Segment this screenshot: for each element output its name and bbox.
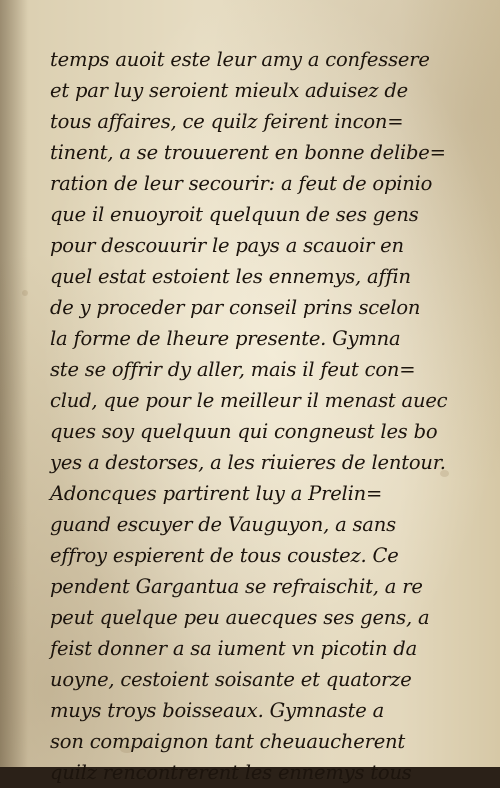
text-line: yes a destorses, a les riuieres de lentour. <box>50 451 446 474</box>
gutter-shadow <box>0 0 28 767</box>
text-line: quel estat estoient les ennemys, affin <box>50 265 411 288</box>
text-line: guand escuyer de Vauguyon, a sans <box>50 513 396 536</box>
text-line: tous affaires, ce quilz feirent incon= <box>50 110 404 133</box>
text-line: ste se offrir dy aller, mais il feut con= <box>50 358 416 381</box>
text-line: ques soy quelquun qui congneust les bo <box>50 420 438 443</box>
text-line: effroy espierent de tous coustez. Ce <box>50 544 399 567</box>
text-line: ration de leur secourir: a feut de opinio <box>50 172 433 195</box>
text-line: pour descouurir le pays a scauoir en <box>50 234 404 257</box>
text-line: quilz rencontrerent les ennemys tous <box>50 761 412 784</box>
text-line: peut quelque peu auecques ses gens, a <box>50 606 430 629</box>
text-line: uoyne, cestoient soisante et quatorze <box>50 668 412 691</box>
text-line: la forme de lheure presente. Gymna <box>50 327 401 350</box>
text-line: clud, que pour le meilleur il menast auec <box>50 389 448 412</box>
text-line: Adoncques partirent luy a Prelin= <box>50 482 383 505</box>
text-line: que il enuoyroit quelquun de ses gens <box>50 203 419 226</box>
paper-stain <box>22 290 28 296</box>
text-line: pendent Gargantua se refraischit, a re <box>50 575 423 598</box>
text-line: tinent, a se trouuerent en bonne delibe= <box>50 141 446 164</box>
text-line: et par luy seroient mieulx aduisez de <box>50 79 408 102</box>
text-block <box>50 44 480 788</box>
text-line: feist donner a sa iument vn picotin da <box>50 637 418 660</box>
text-line: de y proceder par conseil prins scelon <box>50 296 421 319</box>
text-line: temps auoit este leur amy a confessere <box>50 48 430 71</box>
text-line: son compaignon tant cheuaucherent <box>50 730 406 753</box>
text-line: muys troys boisseaux. Gymnaste a <box>50 699 385 722</box>
show-through-ink <box>150 4 350 32</box>
